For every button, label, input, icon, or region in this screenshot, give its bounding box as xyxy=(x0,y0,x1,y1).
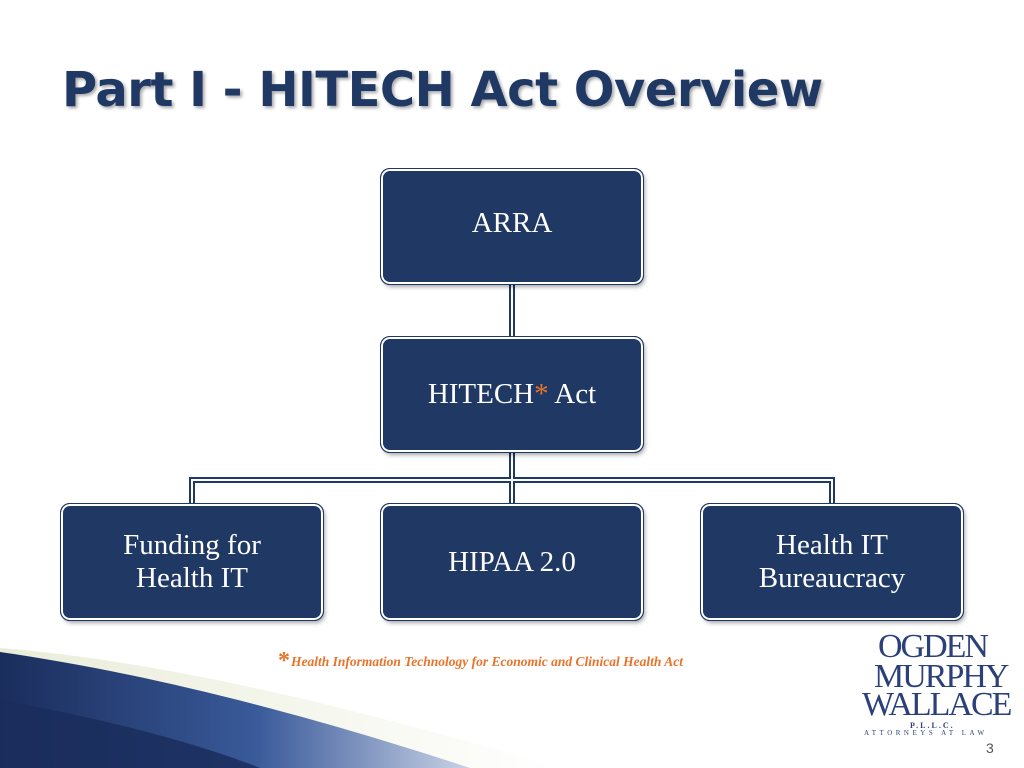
logo-tagline: ATTORNEYS AT LAW xyxy=(864,729,988,737)
node-hitech-suffix: Act xyxy=(548,378,597,410)
logo-line2: MURPHY xyxy=(874,658,1008,695)
slide-number: 3 xyxy=(986,740,994,756)
logo-plcc: P.L.L.C. xyxy=(910,721,955,730)
logo-line1: OGDEN xyxy=(878,628,987,665)
node-bureaucracy-line2: Bureaucracy xyxy=(758,562,906,594)
logo-line3: WALLACE xyxy=(862,686,1011,723)
node-funding-line1: Funding for xyxy=(123,529,261,561)
footnote-asterisk: * xyxy=(278,648,290,674)
hitech-asterisk: * xyxy=(534,378,549,410)
node-arra-label: ARRA xyxy=(471,207,553,239)
company-logo xyxy=(858,628,1011,740)
node-hipaa-line1: HIPAA 2.0 xyxy=(448,545,576,578)
node-funding-line2: Health IT xyxy=(136,562,248,594)
footnote-text: Health Information Technology for Economic and Clinical Health Act xyxy=(291,654,684,669)
node-hitech-main: HITECH xyxy=(427,378,535,410)
slide-title: Part I - HITECH Act Overview xyxy=(62,62,823,118)
node-bureaucracy-line1: Health IT xyxy=(776,529,888,561)
